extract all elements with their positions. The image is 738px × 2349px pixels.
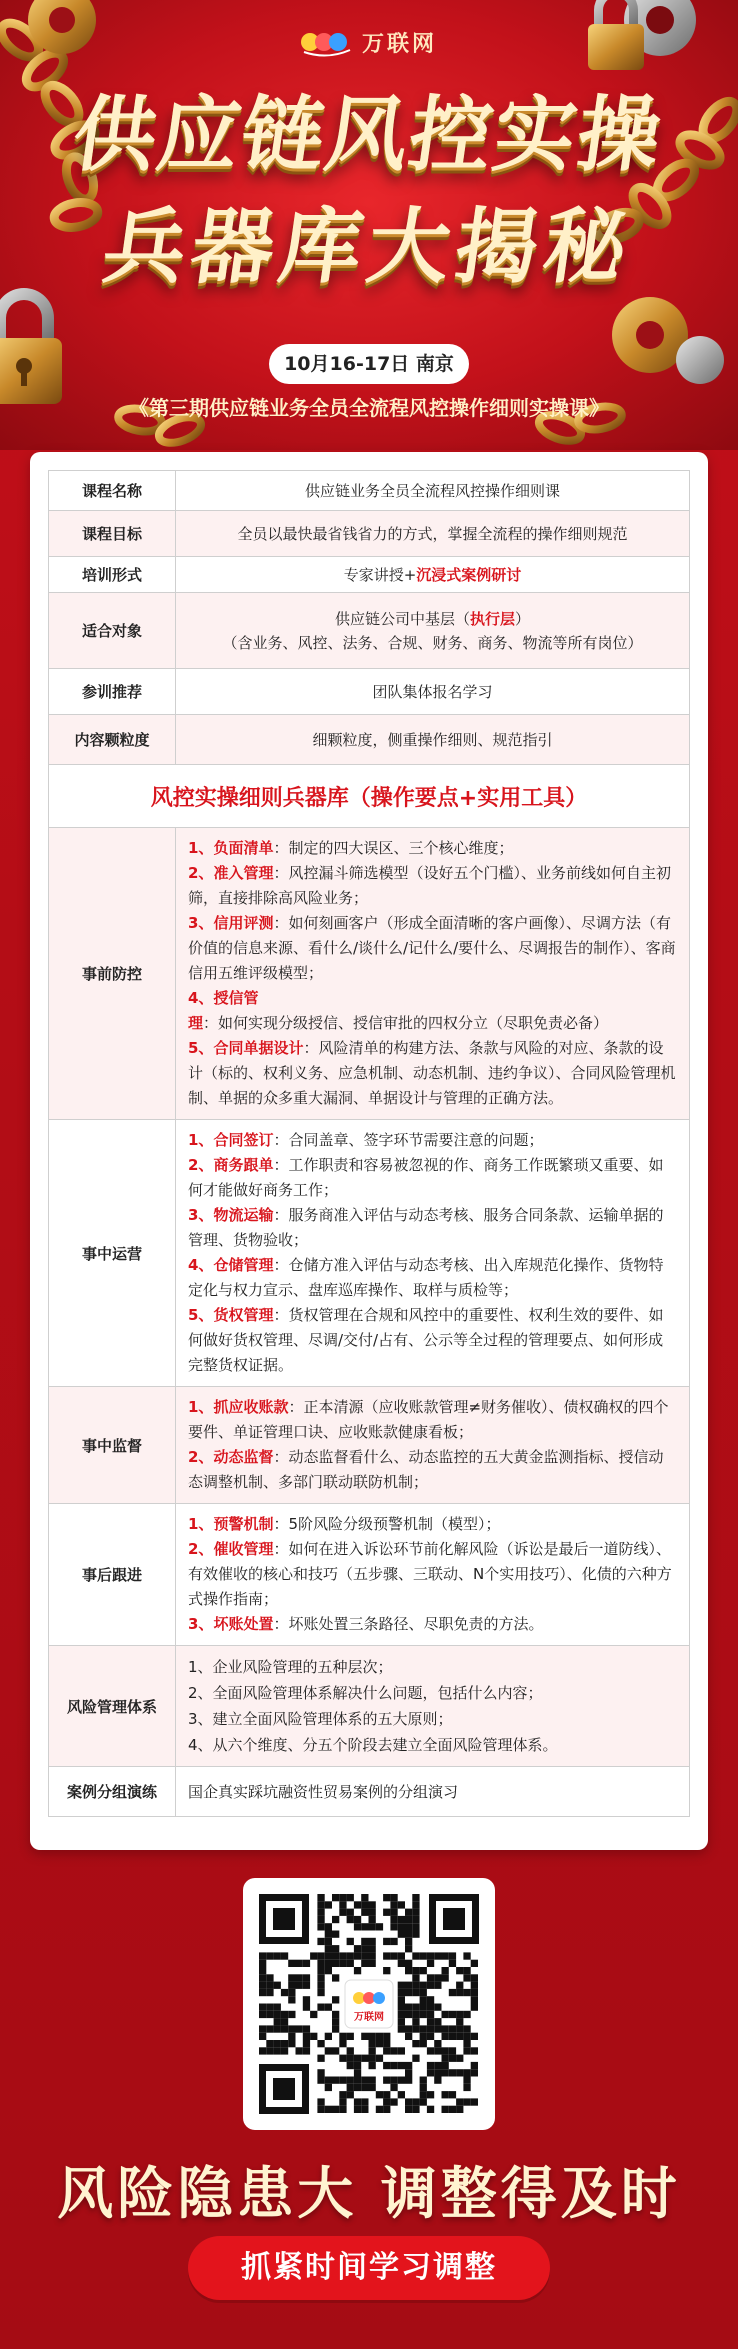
section-pre-control — [49, 828, 690, 1120]
item-key: 预警机制 — [213, 1515, 274, 1533]
list-item — [188, 1153, 677, 1203]
item-key: 商务跟单 — [213, 1156, 274, 1174]
section-label: 事前防控 — [49, 828, 176, 1120]
list-item — [188, 1036, 677, 1111]
slogan: 风险隐患大 调整得及时 — [57, 2162, 681, 2227]
item-text: ：服务商准入评估与动态考核、服务合同条款、运输单据的管理、货物验收； — [188, 1206, 664, 1249]
item-num: 3、 — [188, 1206, 214, 1224]
row-value: 全员以最快最省钱省力的方式，掌握全流程的操作细则规范 — [176, 511, 690, 557]
row-value — [176, 593, 690, 669]
section-content — [176, 1504, 690, 1646]
item-text: ：动态监督看什么、动态监控的五大黄金监测指标、授信动态调整机制、多部门联动联防机制； — [188, 1448, 664, 1491]
section-post-followup — [49, 1504, 690, 1646]
section-content — [176, 1387, 690, 1504]
value-text: 专家讲授+ — [343, 565, 417, 584]
row-value: 团队集体报名学习 — [176, 669, 690, 715]
item-num: 2、 — [188, 1156, 214, 1174]
section-mid-supervision — [49, 1387, 690, 1504]
section-label: 案例分组演练 — [49, 1767, 176, 1817]
hero-title-line1: 供应链风控实操 — [67, 88, 669, 183]
section-title-row — [49, 765, 690, 828]
item-num: 1、 — [188, 1515, 214, 1533]
logo-icon — [300, 26, 354, 58]
row-label: 参训推荐 — [49, 669, 176, 715]
item-key: 物流运输 — [213, 1206, 274, 1224]
list-item — [188, 1203, 677, 1253]
list-item — [188, 1445, 677, 1495]
brand-name: 万联网 — [362, 30, 438, 57]
list-item — [188, 1253, 677, 1303]
item-key: 仓储管理 — [213, 1256, 274, 1274]
item-text: ：如何刻画客户（形成全面清晰的客户画像）、尽调方法（有价值的信息来源、看什么/谈什么/记什么/要什么、尽调报告的制作）、客商信用五维评级模型； — [188, 914, 676, 982]
list-item — [188, 1512, 677, 1537]
hero-banner — [0, 0, 738, 450]
item-text: ：风险清单的构建方法、条款与风险的对应、条款的设计（标的、权利义务、应急机制、动态机制、违约争议）、合同风险管理机制、单据的众多重大漏洞、单据设计与管理的正确方法。 — [188, 1039, 676, 1107]
list-item — [188, 861, 677, 911]
item-num: 5、 — [188, 1039, 214, 1057]
item-text: ：正本清源（应收账款管理≠财务催收）、债权确权的四个要件、单证管理口诀、应收账款健康看板； — [188, 1398, 669, 1441]
list-item: 4、从六个维度、分五个阶段去建立全面风险管理体系。 — [188, 1736, 558, 1754]
hero-title-line2: 兵器库大揭秘 — [97, 200, 639, 295]
item-key: 坏账处置 — [213, 1615, 274, 1633]
section-mid-operation — [49, 1120, 690, 1387]
item-text: ：如何在进入诉讼环节前化解风险（诉讼是最后一道防线）、有效催收的核心和技巧（五步骤、三联动、N个实用技巧）、化债的六种方式操作指南； — [188, 1540, 672, 1608]
info-row-format — [49, 557, 690, 593]
item-text: ：货权管理在合规和风控中的重要性、权利生效的要件、如何做好货权管理、尽调/交付/占有、公示等全过程的管理要点、如何形成完整货权证据。 — [188, 1306, 664, 1374]
info-row-course-goal — [49, 511, 690, 557]
section-content — [176, 1120, 690, 1387]
item-key: 货权管理 — [213, 1306, 274, 1324]
item-key: 动态监督 — [213, 1448, 274, 1466]
item-text: ：风控漏斗筛选模型（设好五个门槛）、业务前线如何自主初筛，直接排除高风险业务； — [188, 864, 671, 907]
item-key: 催收管理 — [213, 1540, 274, 1558]
info-row-course-name — [49, 471, 690, 511]
section-content — [176, 1767, 690, 1817]
item-text: ：仓储方准入评估与动态考核、出入库规范化操作、货物特定化与权力宣示、盘库巡库操作、取样与质检等； — [188, 1256, 664, 1299]
row-label: 课程名称 — [49, 471, 176, 511]
event-date: 10月16-17日 南京 — [269, 344, 469, 384]
list-item: 3、建立全面风险管理体系的五大原则； — [188, 1710, 453, 1728]
list-item — [188, 1303, 677, 1378]
row-label: 课程目标 — [49, 511, 176, 557]
section-content — [176, 1646, 690, 1767]
item-key: 负面清单 — [213, 839, 274, 857]
course-subtitle: 《第三期供应链业务全员全流程风控操作细则实操课》 — [129, 396, 609, 420]
item-text: ：制定的四大误区、三个核心维度； — [273, 839, 514, 857]
section-label: 风险管理体系 — [49, 1646, 176, 1767]
item-num: 2、 — [188, 864, 214, 882]
course-info-table — [48, 470, 690, 1817]
item-num: 4、 — [188, 1256, 214, 1274]
list-item — [188, 836, 677, 861]
item-num: 3、 — [188, 1615, 214, 1633]
list-item — [188, 1128, 677, 1153]
section-label: 事中监督 — [49, 1387, 176, 1504]
value-text: 供应链公司中基层（ — [334, 609, 470, 628]
value-text: ） — [515, 609, 531, 628]
value-highlight: 沉浸式案例研讨 — [416, 565, 522, 584]
item-key: 合同单据设计 — [213, 1039, 304, 1057]
value-highlight: 执行层 — [469, 609, 515, 628]
item-text: ：如何实现分级授信、授信审批的四权分立（尽职免责必备） — [203, 1014, 609, 1032]
qr-logo-text: 万联网 — [354, 2012, 384, 2023]
item-num: 2、 — [188, 1448, 214, 1466]
section-label: 事中运营 — [49, 1120, 176, 1387]
item-text: ：5阶风险分级预警机制（模型）； — [273, 1515, 501, 1533]
row-value: 细颗粒度，侧重操作细则、规范指引 — [176, 715, 690, 765]
row-value: 供应链业务全员全流程风控操作细则课 — [176, 471, 690, 511]
brand-logo — [300, 22, 437, 62]
row-label: 适合对象 — [49, 593, 176, 669]
item-text: ：坏账处置三条路径、尽职免责的方法。 — [273, 1615, 544, 1633]
section-content — [176, 828, 690, 1120]
qr-code[interactable] — [259, 1894, 479, 2114]
info-row-audience — [49, 593, 690, 669]
course-info-card — [30, 452, 708, 1850]
list-item: 2、全面风险管理体系解决什么问题，包括什么内容； — [188, 1684, 543, 1702]
list-item — [188, 911, 677, 986]
item-num: 1、 — [188, 1398, 214, 1416]
list-item: 1、企业风险管理的五种层次； — [188, 1658, 393, 1676]
section-risk-system — [49, 1646, 690, 1767]
item-num: 3、 — [188, 914, 214, 932]
item-num: 4、 — [188, 989, 214, 1007]
item-num: 1、 — [188, 1131, 214, 1149]
item-num: 5、 — [188, 1306, 214, 1324]
list-item — [188, 1537, 677, 1612]
row-label: 培训形式 — [49, 557, 176, 593]
item-num: 2、 — [188, 1540, 214, 1558]
info-row-granularity — [49, 715, 690, 765]
list-item — [188, 1612, 677, 1637]
list-item — [188, 986, 677, 1036]
row-label: 内容颗粒度 — [49, 715, 176, 765]
item-key: 合同签订 — [213, 1131, 274, 1149]
section-case-practice — [49, 1767, 690, 1817]
item-key: 准入管理 — [213, 864, 274, 882]
cta-button[interactable]: 抓紧时间学习调整 — [188, 2236, 550, 2300]
section-label: 事后跟进 — [49, 1504, 176, 1646]
item-key: 授信管理 — [188, 989, 259, 1032]
item-num: 1、 — [188, 839, 214, 857]
qr-code-card[interactable] — [243, 1878, 495, 2130]
item-key: 信用评测 — [213, 914, 274, 932]
info-row-recommend — [49, 669, 690, 715]
item-text: ：合同盖章、签字环节需要注意的问题； — [273, 1131, 544, 1149]
item-key: 抓应收账款 — [213, 1398, 289, 1416]
padlock-icon — [0, 288, 62, 404]
list-item — [188, 1395, 677, 1445]
list-item: 国企真实踩坑融资性贸易案例的分组演习 — [188, 1782, 459, 1801]
value-line2: （含业务、风控、法务、合规、财务、商务、物流等所有岗位） — [222, 633, 643, 652]
section-title: 风控实操细则兵器库（操作要点+实用工具） — [49, 765, 690, 828]
item-text: ：工作职责和容易被忽视的作、商务工作既繁琐又重要、如何才能做好商务工作； — [188, 1156, 664, 1199]
row-value — [176, 557, 690, 593]
